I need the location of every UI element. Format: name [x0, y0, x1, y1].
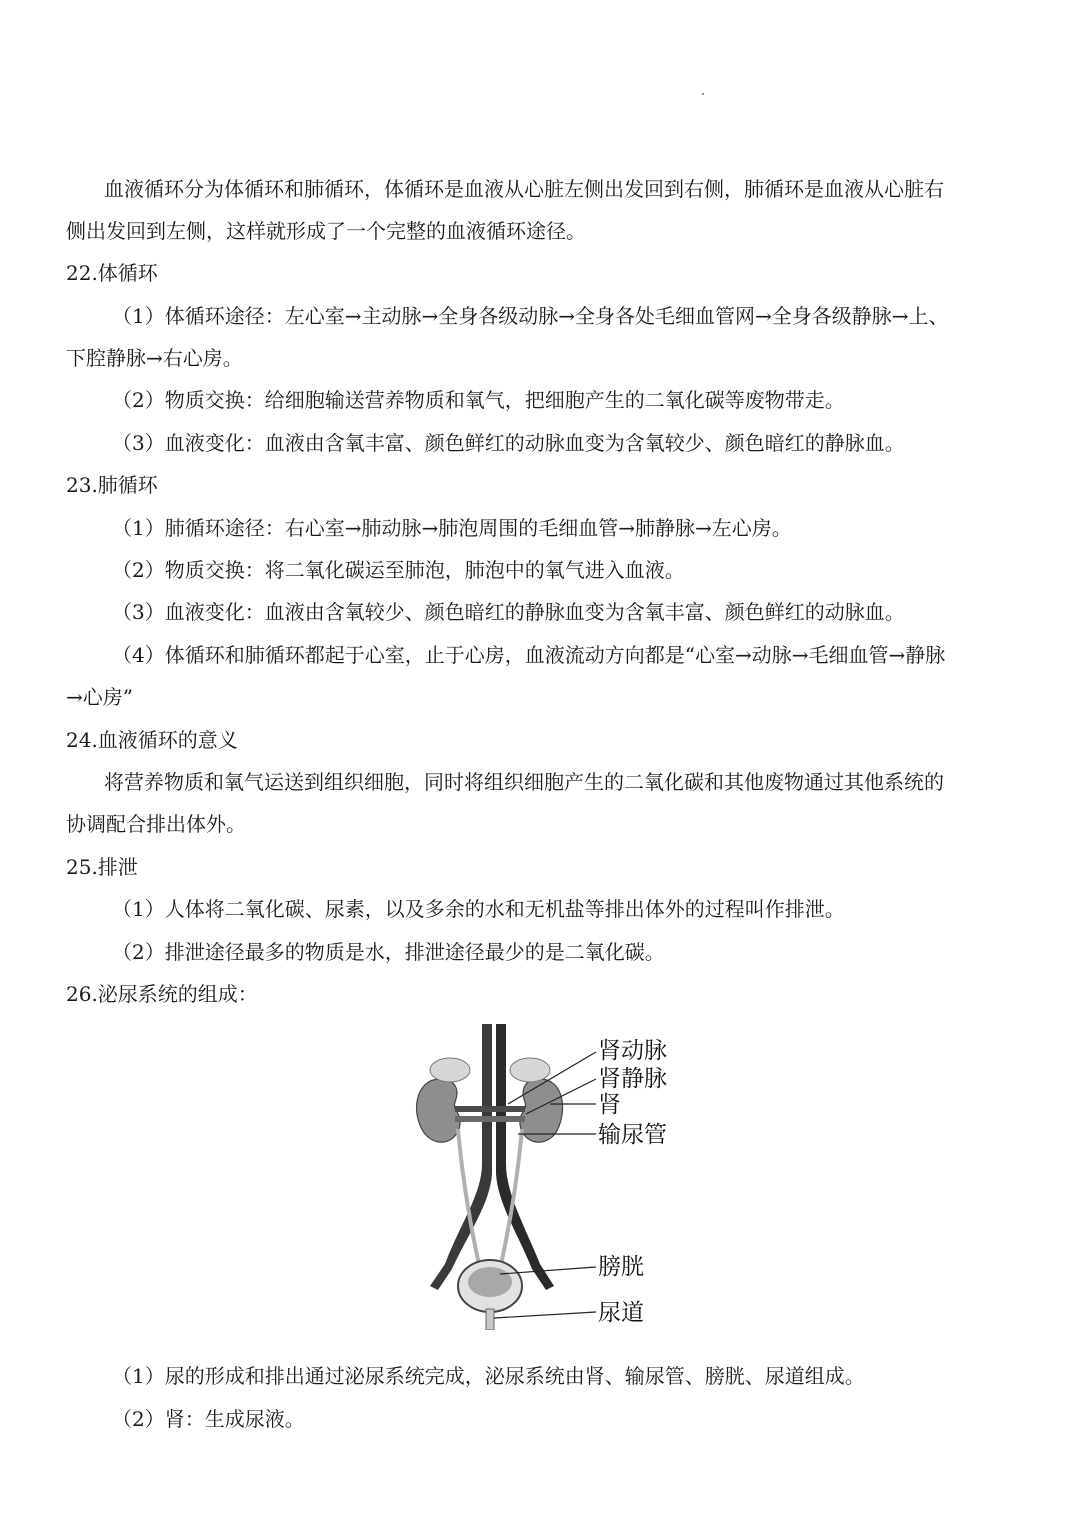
s22-item-3: （3）血液变化：血液由含氧丰富、颜色鲜红的动脉血变为含氧较少、颜色暗红的静脉血。 — [112, 431, 905, 455]
s22-item-1-line-1: （1）体循环途径：左心室→主动脉→全身各级动脉→全身各处毛细血管网→全身各级静脉→上、 — [112, 304, 949, 328]
s22-item-1-line-2: 下腔静脉→右心房。 — [66, 346, 243, 370]
urinary-system-diagram — [400, 1024, 690, 1330]
urethra-label: 尿道 — [598, 1300, 644, 1326]
s23-item-2: （2）物质交换：将二氧化碳运至肺泡，肺泡中的氧气进入血液。 — [112, 558, 685, 582]
section-25-heading: 25.排泄 — [66, 855, 138, 879]
right-adrenal-gland — [510, 1058, 550, 1082]
intro-paragraph-line-2: 侧出发回到左侧，这样就形成了一个完整的血液循环途径。 — [66, 219, 586, 243]
renal-artery-label: 肾动脉 — [598, 1038, 667, 1064]
s24-paragraph-line-1: 将营养物质和氧气运送到组织细胞，同时将组织细胞产生的二氧化碳和其他废物通过其他系统的 — [104, 770, 944, 794]
urethra-shape — [486, 1309, 494, 1330]
section-23-heading: 23.肺循环 — [66, 473, 158, 497]
s23-item-4-line-2: →心房” — [66, 685, 133, 709]
intro-paragraph-line-1: 血液循环分为体循环和肺循环，体循环是血液从心脏左侧出发回到右侧，肺循环是血液从心脏右 — [104, 177, 944, 201]
renal-vein-label: 肾静脉 — [598, 1066, 667, 1092]
section-26-heading: 26.泌尿系统的组成： — [66, 982, 258, 1006]
section-22-heading: 22.体循环 — [66, 261, 158, 285]
s22-item-2: （2）物质交换：给细胞输送营养物质和氧气，把细胞产生的二氧化碳等废物带走。 — [112, 388, 845, 412]
kidney-label: 肾 — [598, 1092, 621, 1118]
s26-item-2: （2）肾：生成尿液。 — [112, 1407, 305, 1431]
left-kidney — [417, 1079, 461, 1142]
ureter-label: 输尿管 — [598, 1122, 667, 1148]
s23-item-4-line-1: （4）体循环和肺循环都起于心室，止于心房，血液流动方向都是“心室→动脉→毛细血管→静脉 — [112, 643, 946, 667]
bladder-label: 膀胱 — [598, 1254, 644, 1280]
s25-item-1: （1）人体将二氧化碳、尿素，以及多余的水和无机盐等排出体外的过程叫作排泄。 — [112, 897, 845, 921]
renal-artery-vessel — [455, 1106, 525, 1112]
renal-vein-vessel — [455, 1116, 525, 1122]
right-kidney — [520, 1079, 563, 1142]
left-adrenal-gland — [430, 1058, 470, 1082]
s24-paragraph-line-2: 协调配合排出体外。 — [66, 812, 246, 836]
s23-item-1: （1）肺循环途径：右心室→肺动脉→肺泡周围的毛细血管→肺静脉→左心房。 — [112, 516, 792, 540]
scan-dot — [702, 93, 704, 95]
s23-item-3: （3）血液变化：血液由含氧较少、颜色暗红的静脉血变为含氧丰富、颜色鲜红的动脉血。 — [112, 600, 905, 624]
s25-item-2: （2）排泄途径最多的物质是水，排泄途径最少的是二氧化碳。 — [112, 940, 665, 964]
s26-item-1: （1）尿的形成和排出通过泌尿系统完成，泌尿系统由肾、输尿管、膀胱、尿道组成。 — [112, 1364, 865, 1388]
section-24-heading: 24.血液循环的意义 — [66, 728, 238, 752]
